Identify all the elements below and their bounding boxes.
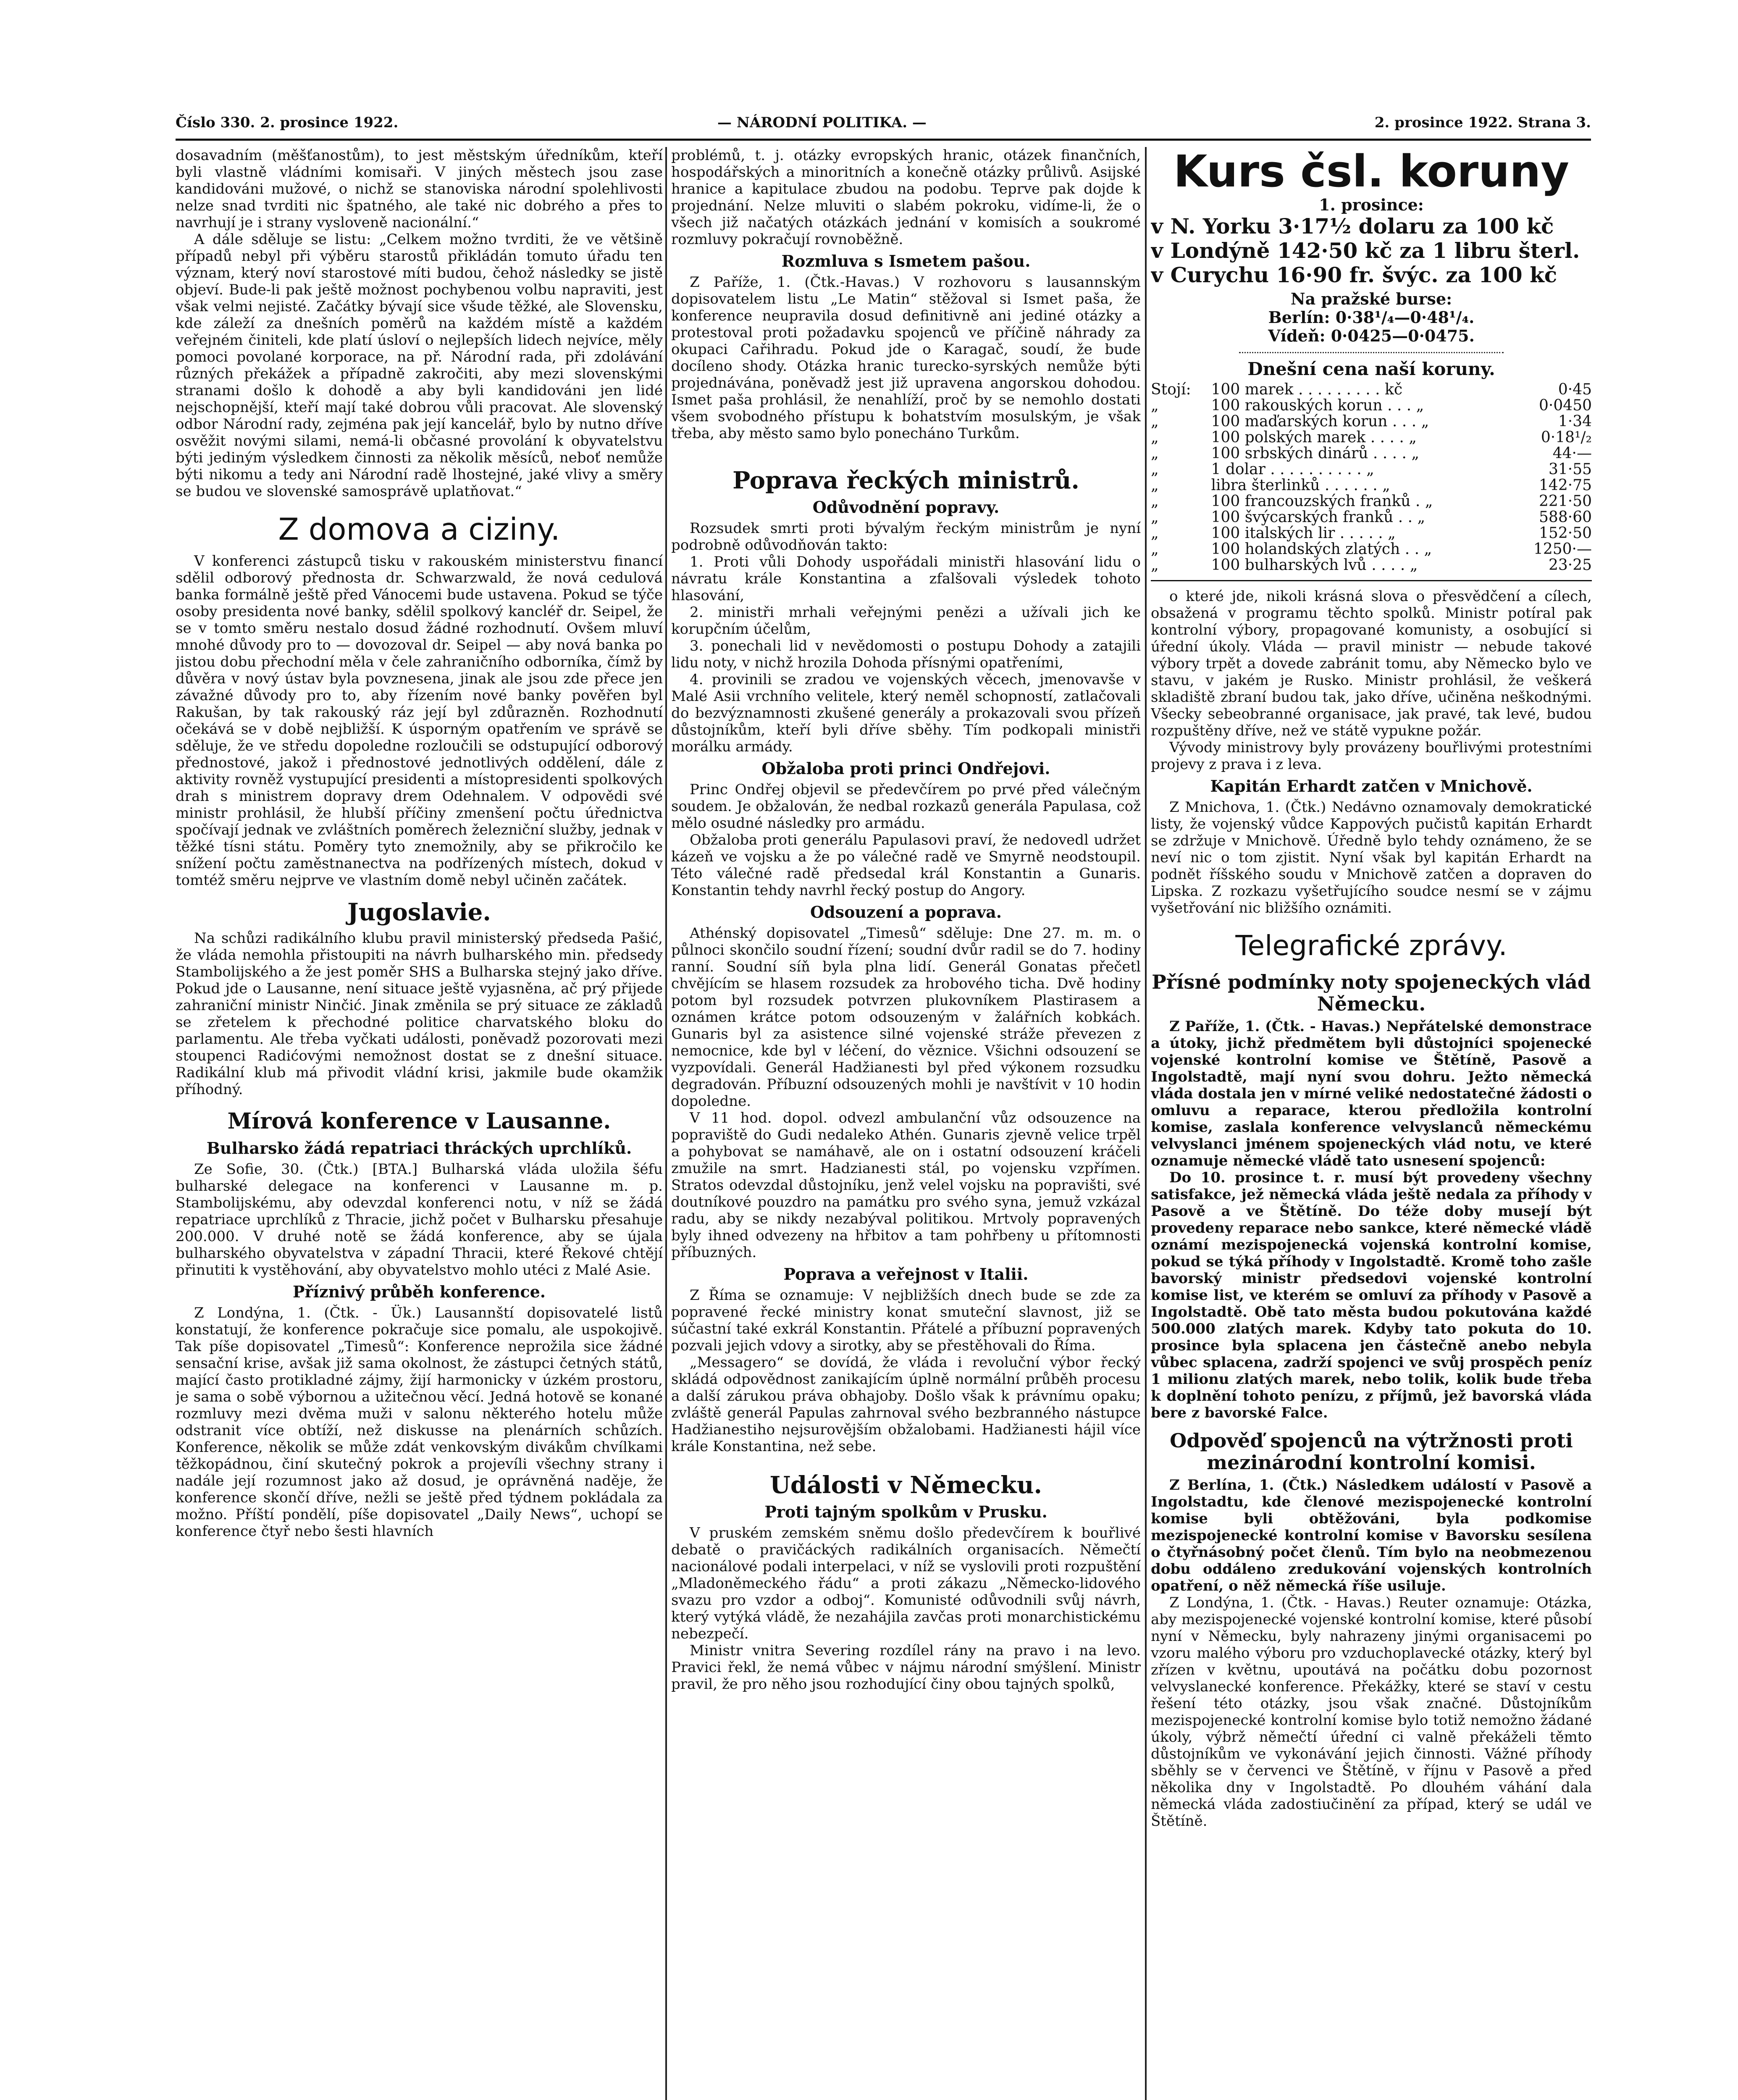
currency-title: Kurs čsl. koruny [1173, 147, 1570, 197]
article-paragraph: Na schůzi radikálního klubu pravil ministerský předseda Pašić, že vláda nemohla přistoupiti na návrh bulharského min. předsedy Stambolijského a že jest poměr SHS a Bulharska stejný jako dříve. Pokud jde o Lausanne, není situace ještě vyjasněna, ač prý přijede zahraniční ministr Ninčić. Jinak změnila se prý situace ze základů se zřetelem k přechodné politice charvatského bloku do parlamentu. Ale třeba vyčkati události, poněvadž pozorovati mezi stoupenci Radićovými nemožnost dostat se z dnešní situace. Radikální klub má přivodit vládní krisi, jakmile bude okamžik příhodný. [176, 930, 663, 1098]
header-date-page: 2. prosince 1922. Strana 3. [1374, 114, 1591, 131]
rate-label: 100 marek . . . . . . . . . kč [1211, 381, 1403, 398]
article-paragraph: Z Londýna, 1. (Čtk. - Ük.) Lausannští dopisovatelé listů konstatují, že konference pokračuje sice pomalu, ale uspokojivě. Tak píše dopisovatel „Timesů“: Konference neprožila sice žádné sensační krise, avšak již sama okolnost, že zástupci četných států, mající často protikladné zájmy, žijí harmonicky v úzkém prostoru, je sama o sobě výbornou a užitečnou věcí. Jedná hotově se konané rozmluvy mezi dvěma muži v salonu některého hotelu může odstranit více obtíží, než diskusse na plenárních schůzích. Konference, několik se může zdát venkovským divákům chvílkami těžkopádnou, činí skutečný pokrok a projevíli všechny strany i nadále její rozumnost jako až dosud, je oprávněná naděje, že konference skončí dříve, nežli se ještě před týdnem pokládala za možno. Příští pondělí, píše dopisovatel „Daily News“, uchopí se konference čtyř nebo šesti hlavních [176, 1305, 663, 1540]
article-paragraph: 1. Proti vůli Dohody uspořádali ministři hlasování lidu o návratu krále Konstantina a zfalšovali výsledek tohoto hlasování, [671, 554, 1141, 604]
article-paragraph: Vývody ministrovy byly provázeny bouřlivými protestními projevy z prava i z leva. [1151, 739, 1592, 773]
rate-row [1151, 557, 1592, 573]
header-masthead: — NÁRODNÍ POLITIKA. — [717, 114, 927, 131]
section-separator [1151, 580, 1592, 581]
rate-label: 100 holandských zlatých . . „ [1211, 541, 1432, 558]
rate-value: 23·25 [1548, 556, 1592, 574]
rate-row [1151, 462, 1592, 478]
rate-label: 100 švýcarských franků . . „ [1211, 509, 1426, 526]
rate-pre: „ [1151, 445, 1159, 462]
rate-pre: „ [1151, 541, 1159, 558]
rate-label: 100 bulharských lvů . . . . „ [1211, 556, 1418, 574]
article-subheading: Kapitán Erhardt zatčen v Mnichově. [1210, 777, 1533, 795]
section-heading: Telegrafické zprávy. [1235, 929, 1507, 962]
rate-pre: Stojí: [1151, 381, 1191, 398]
article-paragraph: Athénský dopisovatel „Timesů“ sděluje: Dne 27. m. m. o půlnoci skončilo soudní řízení; soudní dvůr radil se do 7. hodiny ranní. Soudní síň byla plna lidí. Generál Gonatas přečetl chvějícím se hlasem rozsudek za hrobového ticha. Dvě hodiny potom byl rozsudek potvrzen plukovníkem Plastirasem a oznámen krátce potom odsouzeným v žalářních kobkách. Gunaris byl za asistence silné vojenské stráže převezen z nemocnice, kde byl v léčení, do věznice. Všichni odsouzení se vyzpovídali. Generál Hadžianesti byl před výkonem rozsudku degradován. Příbuzní odsouzených mohli je navštívit v 10 hodin dopoledne. [671, 925, 1141, 1110]
article-subheading: Přísné podmínky noty spojeneckých vlád Německu. [1152, 971, 1591, 1015]
rate-value: 1250·— [1533, 541, 1592, 558]
article-paragraph: Ministr vnitra Severing rozdílel rány na pravo i na levo. Pravici řekl, že nemá vůbec v nájmu národní smýšlení. Ministr pravil, že pro něho jsou rozhodující činy obou tajných spolků, [671, 1642, 1141, 1693]
article-paragraph: Ze Sofie, 30. (Čtk.) [BTA.] Bulharská vláda uložila šéfu bulharské delegace na konferenci v Lausanne m. p. Stambolijskému, aby odevzdal konferenci notu, v níž se žádá repatriace uprchlíků z Thracie, jichž počet v Bulharsku přesahuje 200.000. V druhé notě se žádá konference, aby se újala bulharského obyvatelstva v západní Thracii, které Řekové chtějí přinutiti k vystěhování, aby obyvatelstvo mohlo utéci z Malé Asie. [176, 1161, 663, 1278]
article-subheading: Odpověď spojenců na výtržnosti proti mezinárodní kontrolní komisi. [1170, 1429, 1573, 1474]
rate-label: 1 dolar . . . . . . . . . . „ [1211, 461, 1374, 478]
article-paragraph: 3. ponechali lid v nevědomosti o postupu Dohody a zatajili lidu noty, v nichž hrozila Dohoda přísnými opatřeními, [671, 638, 1141, 671]
page-header [176, 114, 1591, 135]
rate-row [1151, 398, 1592, 414]
rate-label: 100 francouzských franků . „ [1211, 493, 1433, 510]
rate-row [1151, 525, 1592, 541]
currency-box [1151, 147, 1592, 573]
article-paragraph: Z Berlína, 1. (Čtk.) Následkem událostí v Pasově a Ingolstadtu, kde členové mezispojenecké kontrolní komise byli obtěžováni, byla podkomise mezispojenecké kontrolní komise v Bavorsku sesílena o čtyřnásobný počet členů. Tím bylo na neobmezenou dobu oddáleno zredukování vojenských kontrolních opatření, o něž německá říše usiluje. [1151, 1477, 1592, 1594]
rate-value: 0·18¹/₂ [1541, 429, 1592, 446]
article-paragraph: Z Mnichova, 1. (Čtk.) Nedávno oznamovaly demokratické listy, že vojenský vůdce Kappových pučistů kapitán Erhardt se zdržuje v Mnichově. Úředně bylo tehdy oznámeno, že se neví nic o tom zjistit. Nyní však byl kapitán Erhardt na podnět říšského soudu v Mnichově zatčen a dopraven do Lipska. Z rozkazu vyšetřujícího soudce nesmí se v zájmu vyšetřování nic bližšího oznámiti. [1151, 799, 1592, 916]
rates-table-title: Dnešní cena naší koruny. [1247, 359, 1495, 379]
article-subheading: Odsouzení a poprava. [810, 903, 1002, 921]
column-1 [176, 147, 663, 2100]
article-subheading: Obžaloba proti princi Ondřejovi. [761, 759, 1050, 778]
rate-vienna: Vídeň: 0·0425—0·0475. [1268, 326, 1475, 345]
article-paragraph: Z Říma se oznamuje: V nejbližších dnech bude se zde za popravené řecké ministry konat smuteční slavnost, již se súčastní také exkrál Konstantin. Přátelé a příbuzní popravených pozvali jejich vdovy a sirotky, aby se přestěhovali do Říma. [671, 1287, 1141, 1354]
rate-pre: „ [1151, 556, 1159, 574]
article-paragraph: Z Londýna, 1. (Čtk. - Havas.) Reuter oznamuje: Otázka, aby mezispojenecké vojenské kontrolní komise, které působí nyní v Německu, byly nahrazeny jinými organisacemi po vzoru malého výboru pro vzduchoplavecké otázky, který byl zřízen v květnu, upoutává na počátku dobu pozornost velvyslanecké konference. Překážky, které se staví v cestu řešení této otázky, jsou však značné. Důstojníkům mezispojenecké kontrolní komise bylo totiž nemožno žádané úkoly, výbrž němečtí úřední ci valně překáželi těmto důstojníkům ve vykonávání jejich činnosti. Vážné příhody sběhly se v červenci ve Štětíně, v říjnu v Pasově a před několika dny v Ingolstadtě. Po dlouhém váhání dala německá vláda zadostiučinění za případ, který se udál ve Štětíně. [1151, 1594, 1592, 1830]
section-heading: Poprava řeckých ministrů. [732, 467, 1079, 494]
article-paragraph: Princ Ondřej objevil se předevčírem po prvé před válečným soudem. Je obžalován, že nedbal rozkazů generála Papulasa, což mělo osudné následky pro armádu. [671, 781, 1141, 832]
article-paragraph: dosavadním (měšťanostům), to jest městským úředníkům, kteří byli vlastně vládními komisaři. V jiných městech jsou zase kandidováni mužové, o nichž se stanoviska národní spolehlivosti nelze snad tvrditi nic špatného, ale také nic dobrého a přes to navrhují je i strany vysloveně nacionální.“ [176, 147, 663, 231]
rate-pre: „ [1151, 461, 1159, 478]
rate-value: 1·34 [1558, 413, 1592, 430]
article-paragraph: Z Paříže, 1. (Čtk. - Havas.) Nepřátelské demonstrace a útoky, jichž předmětem byli důstojníci spojenecké vojenské kontrolní komise ve Štětíně, Pasově a Ingolstadtě, mají nyní svou dohru. Ježto německá vláda dostala jen v mírné veliké nedostatečné žádosti o omluvu a reparace, kterou předložila kontrolní komise, zaslala konference velvyslanců německému velvyslanci jménem spojeneckých vlád notu, ve které oznamuje německé vládě tato usnesení spojenců: [1151, 1018, 1592, 1169]
rate-row [1151, 382, 1592, 398]
rate-pre: „ [1151, 413, 1159, 430]
rate-label: 100 rakouských korun . . . „ [1211, 397, 1424, 414]
rate-pre: „ [1151, 525, 1159, 542]
rate-zurich: v Curychu 16·90 fr. švýc. za 100 kč [1151, 262, 1557, 287]
rate-value: 221·50 [1539, 493, 1592, 510]
article-subheading: Příznivý průběh konference. [292, 1282, 546, 1301]
header-issue: Číslo 330. 2. prosince 1922. [176, 114, 399, 131]
article-paragraph: problémů, t. j. otázky evropských hranic, otázek finančních, hospodářských a minoritních a konečně otázky průlivů. Asijské hranice a kapitulace zbudou na podobu. Teprve pak dojde k projednání. Nelze mluviti o slabém pokroku, vidíme-li, že o všech již načatých otázkách jednání v komisích a soukromé rozmluvy pokračují rovnoběžně. [671, 147, 1141, 248]
column-2 [671, 147, 1141, 2100]
article-subheading: Proti tajným spolkům v Prusku. [764, 1502, 1048, 1521]
article-paragraph: 2. ministři mrhali veřejnými penězi a užívali jich ke korupčním účelům, [671, 604, 1141, 638]
rate-berlin: Berlín: 0·38¹/₄—0·48¹/₄. [1268, 308, 1475, 327]
rate-label: 100 maďarských korun . . . „ [1211, 413, 1429, 430]
article-paragraph: Rozsudek smrti proti bývalým řeckým ministrům je nyní podrobně odůvodňován takto: [671, 520, 1141, 554]
rate-value: 152·50 [1539, 525, 1592, 542]
section-heading: Události v Německu. [770, 1471, 1042, 1499]
rate-label: 100 srbských dinárů . . . . „ [1211, 445, 1420, 462]
article-paragraph: V konferenci zástupců tisku v rakouském ministerstvu financí sdělil odborový přednosta dr. Schwarzwald, že nová cedulová banka formálně ještě před Vánocemi bude ustavena. Pokud se týče osoby presidenta nové banky, sdělil spolkový kancléř dr. Seipel, že se v tomto směru nestalo dosud žádné rozhodnutí. Ovšem mluví mnohé důvody pro to — dovozoval dr. Seipel — aby nová banka po jistou dobu přechodní měla v čele zahraničního odborníka, čímž by důvěra v nový ústav byla povznesena, jinak ale jsou zde přece jen závažné důvody pro to, aby řízením nové banky pověřen byl Rakušan, by tak rakouský ráz její byl zdůrazněn. Rozhodnutí očekává se v době nejbližší. K úsporným opatřením ve správě se sděluje, že ve středu dopoledne rozloučili se odstupující odborový přednostové, jakož i přednostové jednotlivých oddělení, dále z aktivity rovněž vystupující presidenti a místopresidenti spolkových drah s ministrem dopravy drem Odehnalem. V odpovědi své ministr prohlásil, že hlubší příčiny zmenšení počtu úřednictva spočívají jednak ve zvláštních poměrech železniční služby, jednak v těžké tísni státu. Poměry tyto znemožnily, aby se přikročilo ke snížení počtu zaměstnanectva na podřízených místech, dokud v tomtéž směru nejprve ve vlastním domě nebyl učiněn začátek. [176, 553, 663, 889]
article-paragraph: V pruském zemském sněmu došlo předevčírem k bouřlivé debatě o pravičáckých radikálních organisacích. Němečtí nacionálové podali interpelaci, v níž se vyslovili proti rozpuštění „Mladoněmeckého řádu“ a proti zákazu „Německo-lidového svazu pro vzdor a odboj“. Komunisté odůvodnili svůj návrh, který vytýká vládě, že nezahájila zavčas proti monarchistickému nebezpečí. [671, 1525, 1141, 1642]
article-paragraph: Do 10. prosince t. r. musí být provedeny všechny satisfakce, jež německá vláda ještě nedala za příhody v Pasově a ve Štětíně. Do téže doby musejí být provedeny reparace nebo sankce, které německé vládě oznámí mezispojenecká vojenská kontrolní komise, pokud se týká příhody v Ingolstadtě. Kromě toho zašle bavorský ministr předsedovi vojenské kontrolní komise list, ve kterém se omluví za příhody v Pasově a Ingolstadtě. Obě tato města budou pokutována každé 500.000 zlatých marek. Kdyby tato pokuta do 10. prosince byla splacena jen částečně anebo nebyla vůbec splacena, zadrží spojenci ve svůj prospěch peníz 1 milionu zlatých marek, nebo tolik, kolik bude třeba k doplnění tohoto penízu, z příjmů, jež bavorská vláda bere z bavorské Falce. [1151, 1169, 1592, 1421]
section-heading: Z domova a ciziny. [278, 512, 560, 547]
article-subheading: Poprava a veřejnost v Italii. [783, 1265, 1029, 1284]
rate-pre: „ [1151, 493, 1159, 510]
column-3 [1151, 147, 1592, 2100]
column-divider [665, 147, 667, 2100]
rate-row [1151, 446, 1592, 462]
article-paragraph: 4. provinili se zradou ve vojenských věcech, jmenovavše v Malé Asii vrchního velitele, který neměl schopností, zatlačovali do bezvýznamnosti zkušené generály a prokazovali svou přízeň důstojníkům, kteří byli dříve sběhy. Tím podkopali ministři morálku armády. [671, 671, 1141, 755]
article-paragraph: Z Paříže, 1. (Čtk.-Havas.) V rozhovoru s lausannským dopisovatelem listu „Le Matin“ stěžoval si Ismet paša, že konference neupravila dosud definitivně ani jediné otázky a protestoval proti požadavku spojenců ve příčině náhrady za okupaci Cařihradu. Pokud jde o Karagač, soudí, že bude docíleno shody. Otázka hranic turecko-syrských nemůže býti projednávána, poněvadž jest již upravena angorskou dohodou. Ismet paša prohlásil, že nenahlíží, proč by se nemohlo dostati všem svobodného přístupu k bohatstvím mosulským, je však třeba, aby město samo bylo ponecháno Turkům. [671, 274, 1141, 442]
header-rule [176, 139, 1591, 141]
rate-pre: „ [1151, 397, 1159, 414]
column-divider [1145, 147, 1147, 2100]
rate-value: 44·— [1552, 445, 1592, 462]
article-subheading: Odůvodnění popravy. [812, 498, 1000, 517]
article-subheading: Rozmluva s Ismetem pašou. [781, 252, 1031, 270]
article-paragraph: V 11 hod. dopol. odvezl ambulanční vůz odsouzence na popraviště do Gudi nedaleko Athén. Gunaris zjevně velice trpěl a pohybovat se namáhavě, ale on i ostatní odsouzení kráčeli zmužile na smrt. Hadzianesti stál, po vojensku vzpřímen. Stratos odevzdal důstojníku, jenž velel vojsku na popravišti, své doutníkové pouzdro na památku pro svého syna, jemuž vzkázal radu, aby se nikdy nezabýval politikou. Mrtvoly popravených byly ihned odvezeny na hřbitov a tam pohřbeny u přítomnosti příbuzných. [671, 1110, 1141, 1261]
rate-label: 100 italských lir . . . . . „ [1211, 525, 1396, 542]
rate-label: 100 polských marek . . . . „ [1211, 429, 1417, 446]
article-paragraph: o které jde, nikoli krásná slova o přesvědčení a cílech, obsažená v programu těchto spolků. Ministr potíral pak kontrolní výbory, propagované komunisty, a osobující si úřední úkoly. Vláda — pravil ministr — nebude takové výbory trpět a dovede zabránit tomu, aby Německo bylo ve stavu, v jakém je Rusko. Ministr prohlásil, že veškerá skladiště zbraní budou tak, jako dříve, učiněna neškodnými. Všecky sebeobranné organisace, jak pravé, tak levé, budou rozpuštěny dříve, než ve státě vypukne požár. [1151, 588, 1592, 739]
rate-value: 0·45 [1558, 381, 1592, 398]
rate-value: 31·55 [1548, 461, 1592, 478]
currency-date: 1. prosince: [1319, 195, 1424, 214]
rate-row [1151, 541, 1592, 557]
article-paragraph: A dále sděluje se listu: „Celkem možno tvrditi, že ve většině případů nebyl při výběru starostů přikládán tomuto úřadu ten význam, který noví starostové míti budou, čehož následky se jistě objeví. Bude-li pak ještě možnost pochybenou volbu napraviti, jest však velmi nejisté. Začátky bývají sice všude těžké, ale Slovensku, kde záleží za dnešních poměrů na každém místě a každém veřejném činiteli, kde platí úsloví o nejlepších lidech nejvíce, měly pomoci povolané korporace, na př. Národní rada, při zdolávání různých překážek a případně zakročiti, aby mezi slovenskými stranami došlo k dohodě a aby byli kandidováni jen lidé nejschopnější, kteří mají také dobrou vůli pracovat. Ale slovenský odbor Národní rady, zejména pak její kancelář, bylo by nutno dříve osvěžit novými silami, nemá-li občasné provolání k obyvatelstvu býti jediným výsledkem činnosti za několik měsíců, neboť nemůže býti nikomu a tedy ani Národní radě lhostejné, jaké vlivy a směry se budou ve slovenské samosprávě uplatňovat.“ [176, 231, 663, 500]
rate-row [1151, 430, 1592, 446]
rate-pre: „ [1151, 509, 1159, 526]
section-heading: Mírová konference v Lausanne. [227, 1108, 611, 1134]
rate-label: libra šterlinků . . . . . . „ [1211, 477, 1390, 494]
rate-pre: „ [1151, 477, 1159, 494]
rate-pre: „ [1151, 429, 1159, 446]
rate-value: 588·60 [1539, 509, 1592, 526]
article-paragraph: Obžaloba proti generálu Papulasovi praví, že nedovedl udržet kázeň ve vojsku a že po válečné radě ve Smyrně neodstoupil. Této válečné radě předsedal král Konstantin a Gunaris. Konstantin tehdy navrhl řecký postup do Angory. [671, 832, 1141, 899]
section-heading: Jugoslavie. [347, 898, 491, 926]
rate-new-york: v N. Yorku 3·17½ dolaru za 100 kč [1151, 214, 1554, 239]
rate-value: 142·75 [1539, 477, 1592, 494]
article-subheading: Bulharsko žádá repatriaci thráckých uprchlíků. [206, 1139, 632, 1158]
rate-value: 0·0450 [1539, 397, 1592, 414]
rate-row [1151, 509, 1592, 525]
rate-row [1151, 494, 1592, 509]
rate-row [1151, 478, 1592, 494]
rates-table [1151, 382, 1592, 573]
exchange-label: Na pražské burse: [1290, 289, 1452, 308]
rate-london: v Londýně 142·50 kč za 1 libru šterl. [1151, 238, 1580, 263]
article-paragraph: „Messagero“ se dovídá, že vláda i revoluční výbor řecký skládá odpovědnost zanikajícím úplně normální průběh procesu a další zárukou práva obhajoby. Došlo však k právnímu opaku; zvláště generál Papulas zahrnoval svého bezbranného nástupce Hadžianestiho nejsurovějším obžalobami. Hadžianesti hájil více krále Konstantina, než sebe. [671, 1354, 1141, 1455]
rate-row [1151, 414, 1592, 430]
dotted-separator [1239, 352, 1504, 353]
